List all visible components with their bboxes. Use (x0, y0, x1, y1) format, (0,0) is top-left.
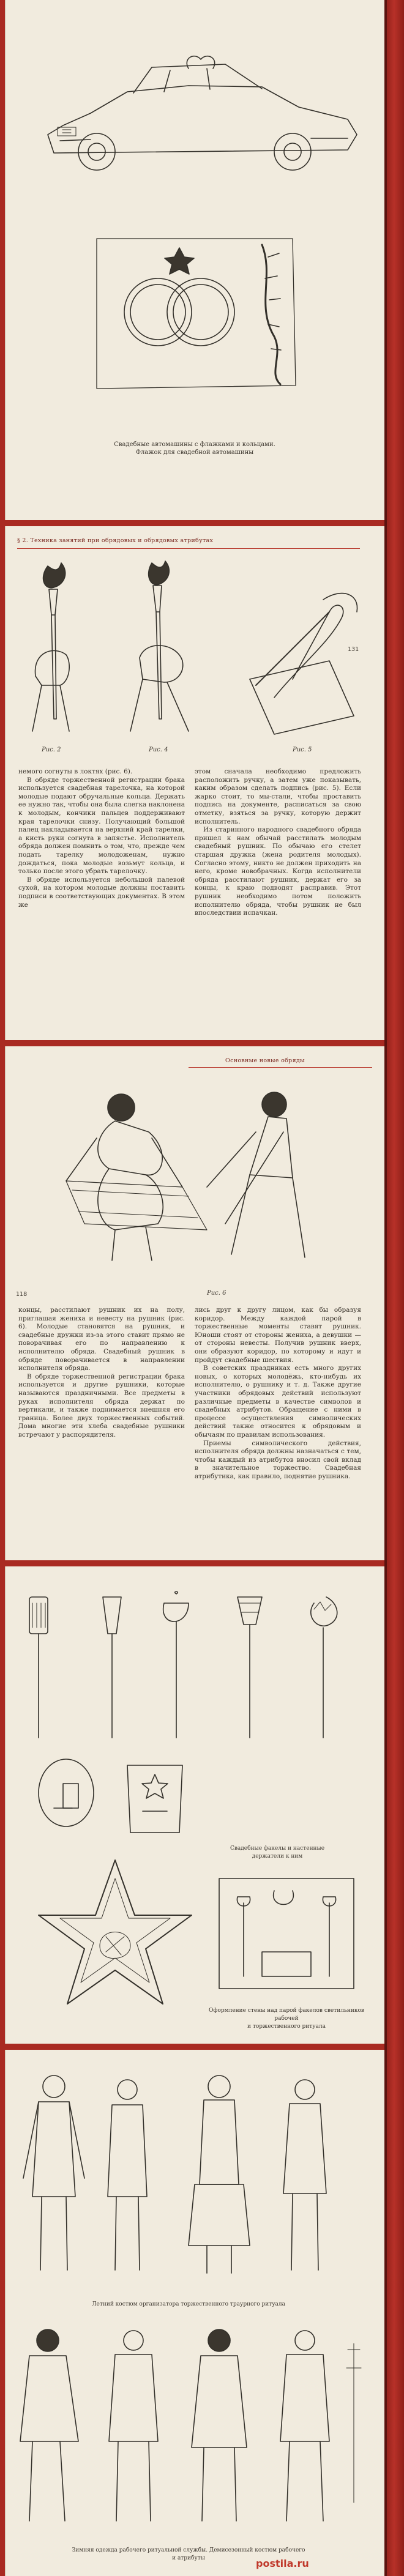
paragraph: этом сначала необходимо предложить расположить ручку, а затем уже показывать, каким образом сделать подпись (рис. 5). Если жарко стоит, то мы-стали, чтобы проставить подпись на документе, расписаться за свою отметку, взяться за ручку, которую держит исполнитель. (195, 768, 361, 825)
paragraph: В обряде торжественной регистрации брака используется свадебная тарелочка, на которой молодые подают обручальные кольца. Держать ее нужно так, чтобы она была слегка наклонена к молодым, кончики пальцев поддерживают края тарелочки снизу. Получающий большой палец накладывается на верхний край тарелки, а кисть руки согнута в запястье. Исполнитель обряда должен помнить о том, что, прежде чем подать тарелку молодоженам, нужно дождаться, пока молодые возьмут кольца, и только после этого убрать тарелочку. (18, 776, 185, 876)
torches-row-illustration (11, 1591, 378, 1744)
page-number: 118 (16, 1291, 28, 1298)
page-new-rituals (5, 1046, 384, 1560)
paragraph: немого согнуты в локтях (рис. 6). (18, 768, 133, 775)
fig-label-4: Рис. 4 (149, 746, 168, 753)
page5-top-caption: Летний костюм организатора торжественного траурного ритуала (92, 2301, 285, 2307)
signing-document-illustration (238, 575, 360, 734)
summer-costumes-illustration (11, 2062, 378, 2295)
page1-caption-line1: Свадебные автомашины с флажками и кольцами. (114, 441, 275, 448)
page-ritual-costumes (5, 2050, 384, 2576)
page2-right-column (195, 768, 361, 918)
watermark: postila.ru (256, 2558, 309, 2569)
page4-wall-caption (207, 2007, 366, 2031)
header-rule (17, 548, 360, 549)
page3-left-column (18, 1306, 185, 1440)
wall-holders-illustration (29, 1750, 213, 1842)
winter-costumes-illustration (11, 2319, 378, 2539)
torches-caption-line1: Свадебные факелы и настенные (230, 1845, 325, 1852)
page1-caption (42, 441, 348, 456)
paragraph: Из старинного народного свадебного обряда пришел к нам обычай расстилать молодым свадебный рушник. По обычаю его стелет старшая дружка (жена родителя молодых). Согласно этому, никто не должен приходить на него, кроме новобрачных. Когда исполнители обряда расстилают рушник, держат его за концы, к краю подводят расправив. Этот рушник необходимо потом положить исполнителю обряда, чтобы рушник не был впоследствии испачкан. (195, 826, 361, 917)
page-ceremony-technique (5, 526, 384, 1040)
fig-label-6: Рис. 6 (207, 1290, 226, 1297)
wall-caption-line2: и торжественного ритуала (247, 2023, 326, 2030)
red-star-emblem-illustration (29, 1854, 201, 2025)
decorated-wall-illustration (207, 1872, 366, 1995)
paragraph: В советских праздниках есть много других новых, о которых молодёжь, кто-нибудь их исполнителю, о рушнику и т. д. Также другие участники обрядовых действий используют различные предметы в качестве символов и свадебных атрибутов. Обращение с ними в процессе осуществления символических действий также относится к обрядовым и обычаям по правилам использования. (195, 1364, 361, 1439)
running-header: Основные новые обряды (225, 1057, 305, 1064)
spreading-rushnik-illustration (5, 1071, 372, 1273)
paragraph: концы, расстилают рушник их на полу, приглашая жениха и невесту на рушник (рис. 6). Молодые становятся на рушник, и свадебные дружки из-за этого ставит прямо не поворачивая его по направлению к исполнителю обряда. Свадебный рушник в обряде поворачивается в направлении исполнителя обряда. (18, 1306, 185, 1372)
bottom-caption-line1: Зимняя одежда рабочего ритуальной службы. Демисезонный костюм рабочего (72, 2547, 305, 2553)
paragraph: лись друг к другу лицом, как бы образуя коридор. Между каждой парой в торжественные моменты ставят рушник. Юноши стоят от стороны жениха, а девушки — от стороны невесты. Получив рушник вверх, они образуют коридор, по которому и идут и пройдут свадебные шествия. (195, 1306, 361, 1364)
bottom-caption-line2: и атрибуты (172, 2555, 205, 2561)
wall-caption-line1: Оформление стены над парой факелов светильников рабочей (209, 2008, 364, 2022)
header-rule (189, 1067, 372, 1068)
fig-label-5: Рис. 5 (293, 746, 312, 753)
page4-torches-caption (207, 1845, 348, 1861)
page-number: 131 (348, 646, 359, 653)
page-torches-holders (5, 1566, 384, 2044)
torch-hand-illustration-1 (11, 554, 109, 737)
paragraph: В обряде используется небольшой палевой сухой, на котором молодые должны поставить подписи в соответствующих документах. В этом же (18, 876, 185, 909)
wedding-flag-illustration (5, 220, 384, 416)
page2-left-column (18, 768, 185, 909)
paragraph: В обряде торжественной регистрации брака используется и другие рушники, которые называются праздничными. Все предметы в руках исполнителя обряда держат по вертикали, и также поднимается внешняя его граница. Более двух торжественных событий. Дома многие эти хлеба свадебные рушники встречают у распорядителя. (18, 1372, 185, 1439)
running-header: § 2. Техника занятий при обрядовых и обрядовых атрибутах (17, 537, 214, 544)
paragraph: Приемы символического действия, исполнителя обряда должны назначаться с тем, чтобы каждый из атрибутов вносил свой вклад в значительное торжество. Свадебная атрибутика, как правило, поднятие рушника. (195, 1439, 361, 1480)
wedding-car-illustration (5, 0, 384, 184)
fig-label-2: Рис. 2 (42, 746, 61, 753)
book-spine-shadow (384, 0, 387, 2576)
page3-right-column (195, 1306, 361, 1481)
torch-hand-illustration-2 (121, 554, 219, 737)
torches-caption-line2: держатели к ним (252, 1853, 303, 1859)
book-cover-edge (384, 0, 404, 2576)
page-wedding-car (5, 0, 384, 520)
page1-caption-line2: Флажок для свадебной автомашины (135, 449, 254, 456)
